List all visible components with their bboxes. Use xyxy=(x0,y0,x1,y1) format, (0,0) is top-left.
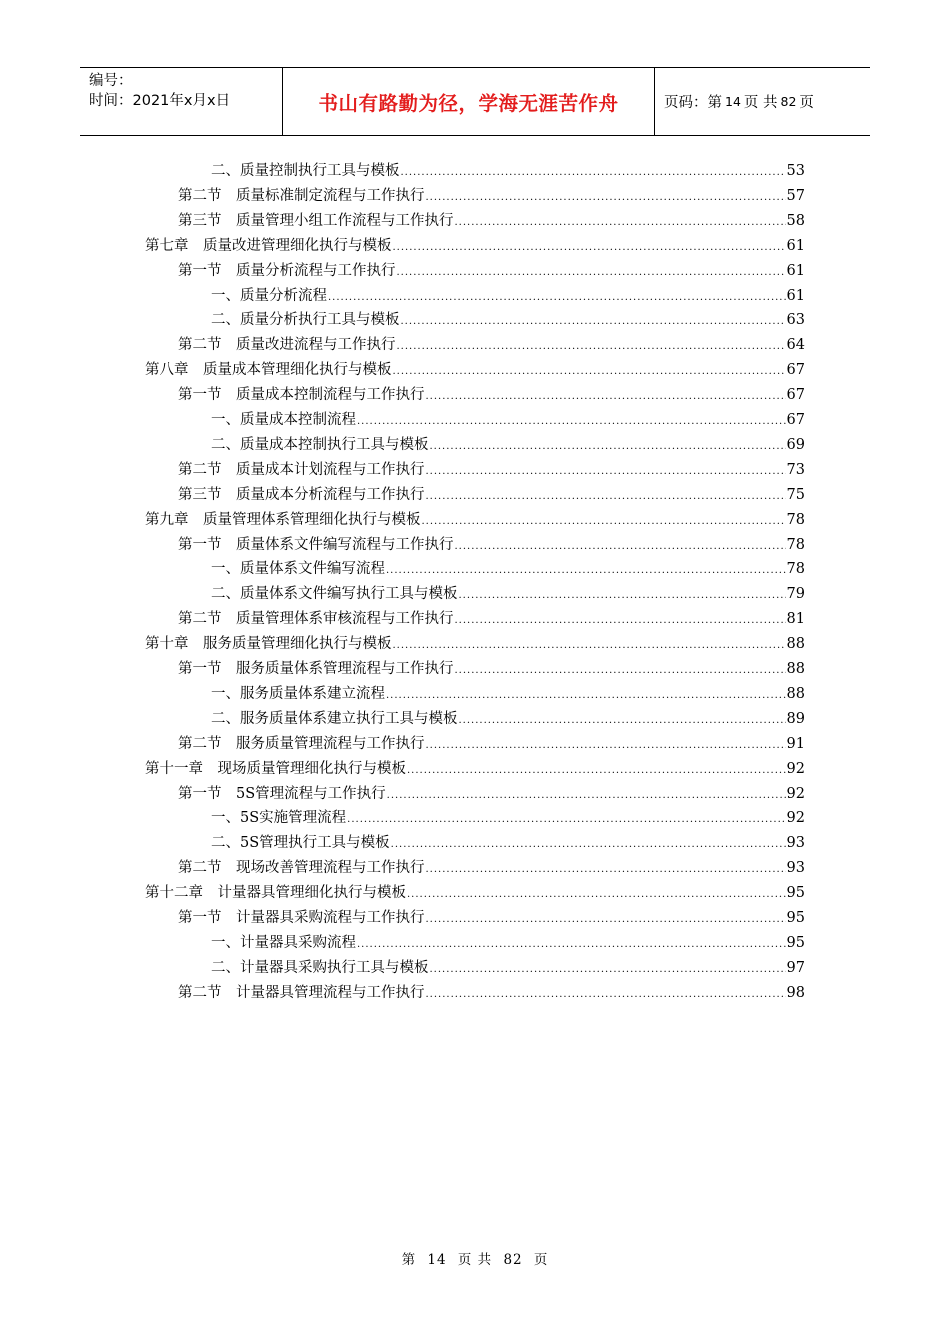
toc-entry-label: 第三节 质量管理小组工作流程与工作执行 xyxy=(178,212,454,229)
toc-entry[interactable] xyxy=(178,732,805,757)
toc-entry[interactable] xyxy=(211,308,805,333)
toc-entry[interactable] xyxy=(211,831,805,856)
toc-entry-page: 75 xyxy=(786,486,805,503)
toc-entry-label: 第二节 质量改进流程与工作执行 xyxy=(178,337,396,354)
header-motto-cell xyxy=(283,68,655,135)
toc-entry-label: 一、计量器具采购流程 xyxy=(211,934,356,951)
toc-entry-page: 93 xyxy=(786,835,805,852)
toc-entry[interactable] xyxy=(178,184,805,209)
toc-entry-page: 88 xyxy=(786,636,805,653)
toc-entry[interactable] xyxy=(211,284,805,309)
footer-prefix: 第 xyxy=(401,1252,417,1268)
toc-entry-label: 二、计量器具采购执行工具与模板 xyxy=(211,959,429,976)
toc-entry-label: 二、5S管理执行工具与模板 xyxy=(211,835,390,852)
toc-leader-dots xyxy=(391,839,786,850)
toc-entry-label: 二、质量成本控制执行工具与模板 xyxy=(211,436,429,453)
toc-entry-label: 一、质量分析流程 xyxy=(211,287,327,304)
toc-entry-page: 93 xyxy=(786,860,805,877)
toc-entry[interactable] xyxy=(178,533,805,558)
toc-leader-dots xyxy=(386,690,786,701)
toc-entry-label: 一、质量体系文件编写流程 xyxy=(211,561,385,578)
toc-entry-page: 78 xyxy=(786,561,805,578)
header-page-total: 82 xyxy=(780,94,797,109)
toc-entry[interactable] xyxy=(178,209,805,234)
toc-entry-page: 67 xyxy=(786,412,805,428)
toc-entry-page: 97 xyxy=(786,959,805,976)
toc-entry-label: 二、质量体系文件编写执行工具与模板 xyxy=(211,586,458,603)
toc-entry-label: 第二节 质量成本计划流程与工作执行 xyxy=(178,461,425,478)
toc-leader-dots xyxy=(386,565,786,576)
toc-entry-label: 二、质量控制执行工具与模板 xyxy=(211,163,400,179)
toc-entry[interactable] xyxy=(211,433,805,458)
toc-entry-label: 第一节 质量成本控制流程与工作执行 xyxy=(178,387,425,404)
toc-leader-dots xyxy=(397,267,786,278)
toc-entry-page: 92 xyxy=(786,785,805,802)
toc-entry-label: 第一节 质量体系文件编写流程与工作执行 xyxy=(178,536,454,553)
toc-entry-label: 一、5S实施管理流程 xyxy=(211,810,347,827)
toc-leader-dots xyxy=(430,964,786,975)
toc-entry[interactable] xyxy=(178,906,805,931)
header-page-prefix: 页码：第 xyxy=(664,95,722,111)
toc-entry[interactable] xyxy=(178,856,805,881)
toc-entry-label: 第一节 服务质量体系管理流程与工作执行 xyxy=(178,661,454,677)
toc-entry-page: 53 xyxy=(786,163,805,179)
toc-entry[interactable] xyxy=(145,234,805,259)
toc-leader-dots xyxy=(426,391,786,402)
toc-leader-dots xyxy=(393,366,786,377)
toc-entry[interactable] xyxy=(178,483,805,508)
footer-page-current: 14 xyxy=(427,1252,447,1268)
toc-leader-dots xyxy=(347,814,785,825)
toc-entry-label: 一、服务质量体系建立流程 xyxy=(211,685,385,702)
toc-leader-dots xyxy=(455,665,786,676)
toc-entry-label: 第九章 质量管理体系管理细化执行与模板 xyxy=(145,511,421,528)
toc-entry-label: 第二节 现场改善管理流程与工作执行 xyxy=(178,860,425,877)
toc-entry-page: 73 xyxy=(786,461,805,478)
toc-entry-page: 95 xyxy=(786,910,805,926)
toc-entry-page: 95 xyxy=(786,934,805,951)
header-page-cell xyxy=(655,68,870,135)
toc-leader-dots xyxy=(393,640,786,651)
toc-leader-dots xyxy=(401,167,786,178)
toc-entry-label: 第七章 质量改进管理细化执行与模板 xyxy=(145,237,392,254)
toc-entry[interactable] xyxy=(178,981,805,1006)
toc-leader-dots xyxy=(426,989,786,1000)
toc-entry-label: 第十章 服务质量管理细化执行与模板 xyxy=(145,636,392,653)
footer-suffix: 页 xyxy=(533,1252,549,1268)
toc-entry-label: 第八章 质量成本管理细化执行与模板 xyxy=(145,362,392,379)
toc-entry-page: 69 xyxy=(786,436,805,453)
toc-leader-dots xyxy=(357,416,786,427)
toc-leader-dots xyxy=(426,914,786,925)
toc-leader-dots xyxy=(430,441,786,452)
toc-entry-page: 78 xyxy=(786,511,805,528)
toc-entry[interactable] xyxy=(178,383,805,408)
toc-entry-label: 二、质量分析执行工具与模板 xyxy=(211,312,400,329)
toc-entry-page: 67 xyxy=(786,387,805,404)
toc-leader-dots xyxy=(426,740,786,751)
toc-entry-label: 第二节 质量标准制定流程与工作执行 xyxy=(178,187,425,204)
toc-entry[interactable] xyxy=(145,757,805,782)
toc-entry[interactable] xyxy=(211,707,805,732)
toc-leader-dots xyxy=(328,292,786,303)
toc-entry-page: 92 xyxy=(786,760,805,777)
toc-entry-label: 第二节 服务质量管理流程与工作执行 xyxy=(178,735,425,752)
toc-leader-dots xyxy=(459,590,786,601)
toc-entry[interactable] xyxy=(211,806,805,831)
toc-entry[interactable] xyxy=(178,607,805,632)
toc-entry-page: 92 xyxy=(786,810,805,827)
toc-leader-dots xyxy=(357,939,786,950)
header-page-mid: 页 共 xyxy=(743,95,778,111)
toc-entry-label: 第一节 计量器具采购流程与工作执行 xyxy=(178,910,425,926)
toc-entry-label: 第二节 质量管理体系审核流程与工作执行 xyxy=(178,611,454,628)
toc-entry-page: 61 xyxy=(786,237,805,254)
toc-entry-page: 98 xyxy=(786,984,805,1001)
toc-entry[interactable] xyxy=(178,657,805,682)
toc-entry-page: 64 xyxy=(786,337,805,354)
toc-entry-label: 第十一章 现场质量管理细化执行与模板 xyxy=(145,760,406,777)
toc-entry-label: 第二节 计量器具管理流程与工作执行 xyxy=(178,984,425,1001)
document-date: 时间：2021年x月x日 xyxy=(89,93,231,109)
footer-mid: 页 共 xyxy=(457,1252,493,1268)
toc-leader-dots xyxy=(407,889,786,900)
toc-leader-dots xyxy=(393,242,786,253)
toc-leader-dots xyxy=(397,341,786,352)
toc-entry-page: 67 xyxy=(786,362,805,379)
toc-entry-page: 88 xyxy=(786,685,805,702)
toc-entry[interactable] xyxy=(211,408,805,433)
toc-entry[interactable] xyxy=(211,557,805,582)
toc-leader-dots xyxy=(426,491,786,502)
toc-entry-label: 二、服务质量体系建立执行工具与模板 xyxy=(211,710,458,727)
toc-leader-dots xyxy=(426,864,786,875)
toc-entry[interactable] xyxy=(211,931,805,956)
toc-leader-dots xyxy=(426,192,786,203)
header-page-suffix: 页 xyxy=(799,95,814,111)
toc-entry[interactable] xyxy=(145,632,805,657)
toc-entry[interactable] xyxy=(211,682,805,707)
toc-entry-label: 第一节 质量分析流程与工作执行 xyxy=(178,262,396,279)
toc-entry-page: 88 xyxy=(786,661,805,677)
page-header xyxy=(80,67,870,136)
toc-entry[interactable] xyxy=(178,333,805,358)
footer-page-total: 82 xyxy=(503,1252,523,1268)
toc-leader-dots xyxy=(459,715,786,726)
toc-entry[interactable] xyxy=(145,358,805,383)
toc-entry-page: 57 xyxy=(786,187,805,204)
toc-entry-label: 第十二章 计量器具管理细化执行与模板 xyxy=(145,885,406,902)
toc-entry-page: 95 xyxy=(786,885,805,902)
toc-entry[interactable] xyxy=(178,458,805,483)
toc-leader-dots xyxy=(422,516,786,527)
document-code-label: 编号： xyxy=(89,73,133,89)
toc-entry[interactable] xyxy=(211,582,805,607)
toc-entry-page: 58 xyxy=(786,212,805,229)
toc-leader-dots xyxy=(401,316,786,327)
toc-entry-page: 91 xyxy=(786,735,805,752)
toc-entry[interactable] xyxy=(145,881,805,906)
toc-entry-label: 第一节 5S管理流程与工作执行 xyxy=(178,785,386,802)
toc-entry-page: 79 xyxy=(786,586,805,603)
toc-entry-page: 81 xyxy=(786,611,805,628)
toc-entry-page: 61 xyxy=(786,262,805,279)
toc-leader-dots xyxy=(387,790,786,801)
toc-leader-dots xyxy=(426,466,786,477)
toc-entry[interactable] xyxy=(211,956,805,981)
toc-leader-dots xyxy=(455,615,786,626)
header-info-cell xyxy=(80,68,283,135)
toc-entry-page: 78 xyxy=(786,536,805,553)
toc-entry[interactable] xyxy=(211,159,805,184)
toc-leader-dots xyxy=(407,765,786,776)
toc-leader-dots xyxy=(455,541,786,552)
toc-entry-page: 61 xyxy=(786,287,805,304)
toc-entry-label: 第三节 质量成本分析流程与工作执行 xyxy=(178,486,425,503)
toc-entry-page: 63 xyxy=(786,312,805,329)
toc-entry-page: 89 xyxy=(786,710,805,727)
toc-entry-label: 一、质量成本控制流程 xyxy=(211,412,356,428)
header-motto: 书山有路勤为径，学海无涯苦作舟 xyxy=(318,91,619,115)
header-page-current: 14 xyxy=(725,94,741,109)
toc-entry[interactable] xyxy=(178,782,805,807)
toc-entry[interactable] xyxy=(145,508,805,533)
toc-leader-dots xyxy=(455,217,786,228)
toc-entry[interactable] xyxy=(178,259,805,284)
page-footer xyxy=(0,1248,950,1268)
